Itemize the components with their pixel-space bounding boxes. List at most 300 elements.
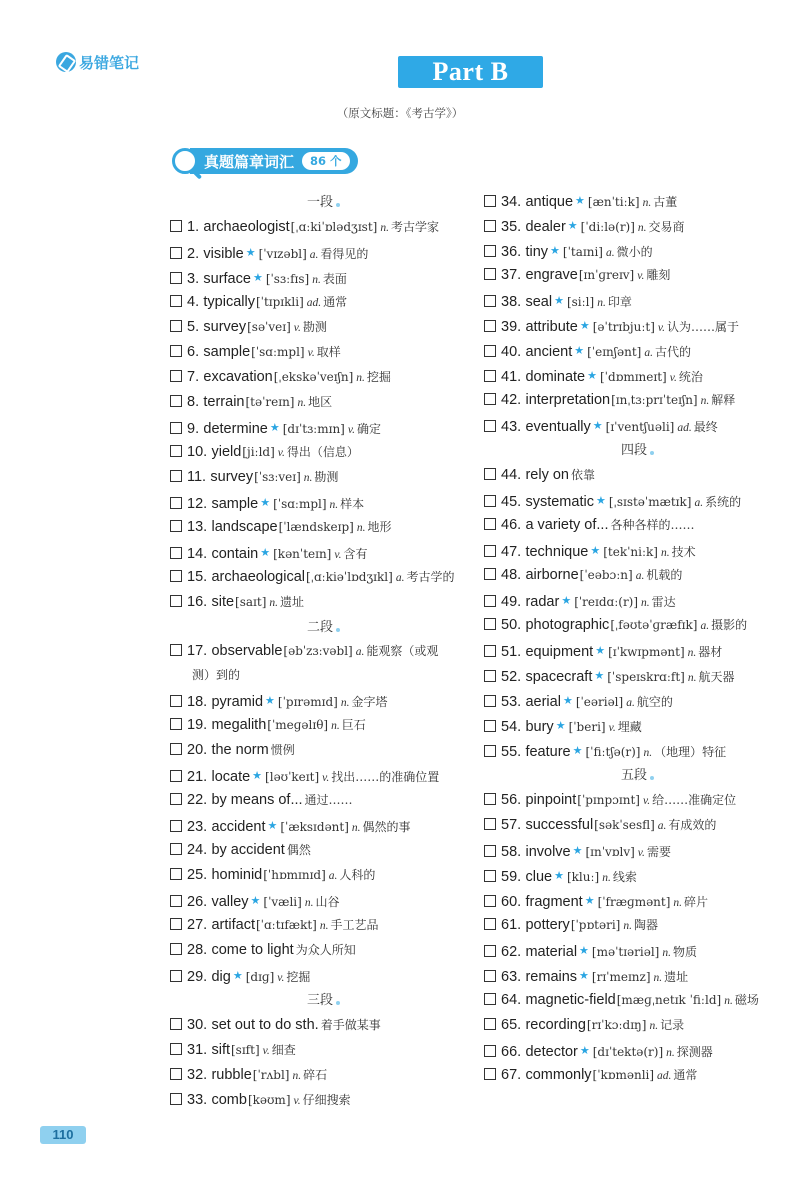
checkbox[interactable] (170, 497, 182, 509)
checkbox[interactable] (484, 320, 496, 332)
item-meaning: 古董 (653, 195, 678, 209)
checkbox[interactable] (170, 247, 182, 259)
item-phonetic: [ˌsɪstəˈmætɪk] (608, 495, 692, 509)
item-phonetic: [ˈlændskeɪp] (278, 520, 354, 534)
checkbox[interactable] (484, 670, 496, 682)
item-number: 36. (501, 244, 522, 260)
checkbox[interactable] (170, 370, 182, 382)
item-meaning: 物质 (672, 945, 697, 959)
item-word: technique (525, 544, 589, 560)
checkbox[interactable] (484, 745, 496, 757)
checkbox[interactable] (484, 870, 496, 882)
checkbox[interactable] (484, 545, 496, 557)
item-number: 3. (187, 271, 200, 287)
item-meaning: 微小的 (616, 245, 653, 259)
item-number: 22. (187, 792, 208, 808)
star-icon: ★ (592, 419, 603, 432)
item-word: surface (203, 271, 251, 287)
item-number: 35. (501, 219, 522, 235)
checkbox[interactable] (170, 644, 182, 656)
vocab-item (170, 1013, 470, 1038)
item-word: accident (211, 819, 266, 835)
item-number: 47. (501, 544, 522, 560)
item-meaning: 需要 (646, 845, 671, 859)
source-note: （原文标题：《考古学》） (336, 106, 464, 120)
checkbox[interactable] (484, 945, 496, 957)
item-meaning: 航空的 (636, 695, 673, 709)
item-number: 26. (187, 894, 208, 910)
checkbox[interactable] (170, 395, 182, 407)
item-word: archaeologist (203, 219, 290, 235)
checkbox[interactable] (484, 518, 496, 530)
checkbox[interactable] (484, 468, 496, 480)
checkbox[interactable] (484, 420, 496, 432)
part-title: Part B (432, 57, 509, 86)
item-phonetic: [ˈsɜːveɪ] (254, 470, 301, 484)
vocab-item (484, 813, 784, 838)
checkbox[interactable] (484, 1068, 496, 1080)
item-pos: a. (657, 820, 667, 832)
item-pos: v. (657, 322, 666, 334)
vocab-item (484, 338, 784, 363)
item-number: 39. (501, 319, 522, 335)
item-pos: n. (602, 872, 611, 884)
checkbox[interactable] (484, 370, 496, 382)
item-word: artifact (211, 917, 255, 933)
checkbox[interactable] (170, 743, 182, 755)
item-word: contain (211, 546, 259, 562)
item-meaning: 通常 (323, 295, 348, 309)
item-word: set out to do sth. (211, 1017, 319, 1033)
item-phonetic: [ˈsɑːmpl] (273, 497, 327, 511)
item-number: 54. (501, 719, 522, 735)
item-phonetic: [jiːld] (242, 445, 275, 459)
item-word: comb (211, 1092, 247, 1108)
item-phonetic: [ɪnˈvɒlv] (585, 845, 635, 859)
checkbox[interactable] (170, 570, 182, 582)
checkbox[interactable] (484, 845, 496, 857)
item-pos: n. (329, 499, 339, 511)
checkbox[interactable] (484, 993, 496, 1005)
item-pos: a. (328, 870, 338, 882)
item-number: 66. (501, 1044, 522, 1060)
vocab-item (484, 188, 784, 213)
item-word: landscape (211, 519, 278, 535)
item-pos: v. (277, 447, 285, 459)
vocab-item (170, 215, 470, 240)
item-pos: v. (307, 347, 315, 359)
vocab-item (170, 565, 470, 590)
section-heading (170, 615, 470, 640)
checkbox[interactable] (170, 422, 182, 434)
vocab-item (484, 613, 784, 638)
item-number: 17. (187, 643, 208, 659)
vocab-item (170, 540, 470, 565)
item-meaning: 线索 (612, 870, 637, 884)
section-label: 四段 (620, 443, 647, 458)
item-word: eventually (525, 419, 591, 435)
checkbox[interactable] (170, 843, 182, 855)
item-number: 30. (187, 1017, 208, 1033)
item-number: 55. (501, 744, 522, 760)
item-meaning: 认为……属于 (667, 320, 740, 334)
star-icon: ★ (555, 719, 566, 732)
item-number: 65. (501, 1017, 522, 1033)
item-word: detector (525, 1044, 578, 1060)
item-word: feature (525, 744, 571, 760)
vocab-item (484, 313, 784, 338)
star-icon: ★ (594, 669, 605, 682)
item-meaning: 找出……的准确位置 (331, 770, 440, 784)
item-word: valley (211, 894, 249, 910)
checkbox[interactable] (170, 793, 182, 805)
item-pos: n. (724, 995, 733, 1007)
vocab-item (170, 963, 470, 988)
vocab-item (484, 213, 784, 238)
item-number: 29. (187, 969, 208, 985)
vocab-item (484, 463, 784, 488)
item-pos: n. (340, 697, 350, 709)
item-word: come to light (211, 942, 294, 958)
checkbox[interactable] (170, 220, 182, 232)
item-word: sample (211, 496, 259, 512)
item-phonetic: [ɪˈventʃuəli] (605, 420, 675, 434)
item-pos: n. (637, 222, 647, 234)
item-meaning: 取样 (316, 345, 341, 359)
item-number: 28. (187, 942, 208, 958)
item-phonetic: [mæɡˌnetɪk ˈfiːld] (616, 993, 722, 1007)
star-icon: ★ (232, 969, 243, 982)
vocab-item (170, 290, 470, 315)
item-number: 8. (187, 394, 200, 410)
vocab-item (484, 838, 784, 863)
checkbox[interactable] (484, 918, 496, 930)
item-meaning: 航天器 (698, 670, 735, 684)
item-phonetic: [ˈsɑːmpl] (251, 345, 305, 359)
checkbox[interactable] (484, 195, 496, 207)
vocab-item (170, 465, 470, 490)
item-phonetic: [ˌekskəˈveɪʃn] (273, 370, 354, 384)
item-phonetic: [ˈtaɪni] (562, 245, 603, 259)
checkbox[interactable] (170, 320, 182, 332)
item-meaning: 系统的 (705, 495, 742, 509)
item-number: 42. (501, 392, 522, 408)
vocab-item (484, 388, 784, 413)
star-icon: ★ (252, 271, 263, 284)
item-number: 64. (501, 992, 522, 1008)
item-pos: n. (380, 222, 389, 234)
star-icon: ★ (572, 844, 583, 857)
checkbox[interactable] (170, 770, 182, 782)
item-phonetic: [ˈreɪdɑː(r)] (574, 595, 639, 609)
checkbox[interactable] (170, 445, 182, 457)
item-meaning: 器材 (698, 645, 723, 659)
vocab-item (170, 1038, 470, 1063)
item-number: 41. (501, 369, 522, 385)
item-number: 21. (187, 769, 208, 785)
checkbox[interactable] (484, 220, 496, 232)
checkbox[interactable] (484, 393, 496, 405)
checkbox[interactable] (484, 568, 496, 580)
vocab-item (170, 390, 470, 415)
star-icon: ★ (250, 894, 261, 907)
item-pos: n. (642, 197, 652, 209)
checkbox[interactable] (170, 1068, 182, 1080)
vocab-item (170, 938, 470, 963)
item-meaning: 统治 (678, 370, 703, 384)
vocab-item (170, 440, 470, 465)
item-number: 13. (187, 519, 208, 535)
item-word: bury (525, 719, 554, 735)
item-word: systematic (525, 494, 594, 510)
item-number: 10. (187, 444, 208, 460)
vocab-item (170, 240, 470, 265)
checkbox[interactable] (170, 1018, 182, 1030)
item-phonetic: [ˈvɪzəbl] (258, 247, 307, 261)
item-number: 58. (501, 844, 522, 860)
pencil-icon (56, 52, 76, 72)
item-word: terrain (203, 394, 245, 410)
vocab-item (484, 1013, 784, 1038)
checkbox[interactable] (484, 1045, 496, 1057)
item-phonetic: [ænˈtiːk] (587, 195, 640, 209)
checkbox[interactable] (170, 295, 182, 307)
item-pos: n. (641, 597, 650, 609)
checkbox[interactable] (170, 520, 182, 532)
item-number: 40. (501, 344, 522, 360)
item-number: 32. (187, 1067, 208, 1083)
item-phonetic: [dɪˈtektə(r)] (592, 1045, 664, 1059)
item-word: typically (203, 294, 255, 310)
item-pos: a. (395, 572, 405, 584)
vocab-item (484, 963, 784, 988)
item-meaning: 看得见的 (320, 247, 369, 261)
item-meaning: 勘测 (314, 470, 339, 484)
item-word: site (211, 594, 235, 610)
item-word: fragment (525, 894, 583, 910)
item-phonetic: [ˈdiːlə(r)] (580, 220, 635, 234)
item-meaning: 探测器 (676, 1045, 713, 1059)
item-number: 15. (187, 569, 208, 585)
item-phonetic: [ˈsɜːfɪs] (265, 272, 310, 286)
item-pos: n. (643, 747, 653, 759)
item-phonetic: [ˌfəʊtəˈɡræfɪk] (610, 618, 698, 632)
vocab-item (484, 638, 784, 663)
vocab-item (484, 888, 784, 913)
checkbox[interactable] (484, 720, 496, 732)
item-phonetic: [ˈpɪrəmɪd] (277, 695, 338, 709)
vocab-header-bar (190, 148, 358, 174)
item-meaning: 山谷 (315, 895, 340, 909)
item-phonetic: [ˈspeɪskrɑːft] (607, 670, 685, 684)
checkbox[interactable] (170, 868, 182, 880)
checkbox[interactable] (170, 943, 182, 955)
star-icon: ★ (572, 744, 583, 757)
item-meaning: 样本 (340, 497, 365, 511)
section-label: 二段 (306, 620, 333, 635)
item-pos: v. (322, 772, 330, 784)
item-word: seal (525, 294, 553, 310)
item-number: 7. (187, 369, 200, 385)
star-icon: ★ (265, 694, 275, 707)
item-meaning: 记录 (660, 1018, 685, 1032)
vocab-count-badge: 86 个 (302, 152, 350, 170)
vocab-item (170, 863, 470, 888)
item-meaning: 技术 (671, 545, 696, 559)
checkbox[interactable] (170, 895, 182, 907)
checkbox[interactable] (484, 970, 496, 982)
item-meaning: 有成效的 (668, 818, 717, 832)
star-icon: ★ (579, 1044, 590, 1057)
checkbox[interactable] (484, 295, 496, 307)
vocab-item (170, 1063, 470, 1088)
star-icon: ★ (252, 769, 263, 782)
vocab-item (484, 863, 784, 888)
vocab-item (170, 1088, 470, 1113)
checkbox[interactable] (170, 695, 182, 707)
item-word: successful (525, 817, 594, 833)
item-meaning: 能观察（或观 (366, 644, 439, 658)
item-meaning: 碎片 (684, 895, 709, 909)
star-icon: ★ (579, 944, 589, 957)
item-word: spacecraft (525, 669, 593, 685)
item-pos: n. (673, 897, 683, 909)
checkbox[interactable] (170, 1093, 182, 1105)
item-meaning: 巨石 (341, 718, 366, 732)
item-number: 11. (187, 469, 207, 485)
item-word: determine (203, 421, 268, 437)
item-number: 6. (187, 344, 200, 360)
item-pos: n. (700, 395, 710, 407)
item-pos: n. (351, 822, 361, 834)
item-pos: n. (666, 1047, 675, 1059)
item-word: sample (203, 344, 251, 360)
item-pos: ad. (677, 422, 692, 434)
item-phonetic: [tekˈniːk] (603, 545, 658, 559)
item-meaning: 偶然的事 (362, 820, 411, 834)
section-label: 五段 (620, 768, 647, 783)
checkbox[interactable] (170, 918, 182, 930)
star-icon: ★ (260, 496, 271, 509)
item-number: 59. (501, 869, 522, 885)
star-icon: ★ (562, 694, 573, 707)
item-phonetic: [ˈeɪnʃənt] (587, 345, 642, 359)
item-meaning: （地理）特征 (654, 745, 727, 759)
vocab-item (170, 688, 470, 713)
item-pos: v. (642, 795, 651, 807)
checkbox[interactable] (484, 595, 496, 607)
item-number: 49. (501, 594, 522, 610)
item-pos: v. (277, 972, 285, 984)
item-number: 4. (187, 294, 200, 310)
item-meaning: 地区 (308, 395, 333, 409)
item-phonetic: [səˈveɪ] (247, 320, 291, 334)
section-heading (170, 190, 470, 215)
checkbox[interactable] (170, 718, 182, 730)
star-icon: ★ (575, 194, 585, 207)
item-number: 34. (501, 194, 522, 210)
checkbox[interactable] (484, 345, 496, 357)
checkbox[interactable] (484, 895, 496, 907)
item-pos: n. (331, 720, 340, 732)
item-pos: a. (644, 347, 653, 359)
item-meaning-cont: 测）到的 (192, 668, 241, 682)
checkbox[interactable] (170, 1043, 182, 1055)
item-pos: n. (356, 522, 366, 534)
star-icon: ★ (590, 544, 601, 557)
item-meaning: 着手做某事 (320, 1018, 381, 1032)
item-word: observable (211, 643, 283, 659)
checkbox[interactable] (484, 818, 496, 830)
item-phonetic: [ˌɑːkiˈɒlədʒɪst] (290, 220, 378, 234)
checkbox[interactable] (170, 820, 182, 832)
item-meaning: 表面 (322, 272, 347, 286)
item-number: 60. (501, 894, 522, 910)
item-phonetic: [saɪt] (235, 595, 267, 609)
item-meaning: 金字塔 (351, 695, 388, 709)
item-pos: v. (608, 722, 616, 734)
item-word: engrave (525, 267, 578, 283)
checkbox[interactable] (484, 245, 496, 257)
checkbox[interactable] (170, 970, 182, 982)
checkbox[interactable] (170, 595, 182, 607)
item-phonetic: [ɪnˈɡreɪv] (578, 268, 635, 282)
item-word: attribute (525, 319, 578, 335)
checkbox[interactable] (484, 268, 496, 280)
item-meaning: 各种各样的…… (610, 518, 695, 532)
item-pos: n. (653, 972, 663, 984)
checkbox[interactable] (484, 1018, 496, 1030)
item-meaning: 偶然 (286, 843, 311, 857)
vocab-item (484, 288, 784, 313)
item-meaning: 给……准确定位 (652, 793, 737, 807)
checkbox[interactable] (484, 645, 496, 657)
checkbox[interactable] (170, 470, 182, 482)
checkbox[interactable] (484, 695, 496, 707)
item-meaning: 通常 (673, 1068, 698, 1082)
star-icon: ★ (260, 546, 271, 559)
star-icon: ★ (554, 294, 564, 307)
item-meaning: 遗址 (280, 595, 305, 609)
vocab-header-title: 真题篇章词汇 (204, 152, 295, 171)
vocab-item (170, 888, 470, 913)
checkbox[interactable] (484, 495, 496, 507)
checkbox[interactable] (170, 272, 182, 284)
item-word: rubble (211, 1067, 252, 1083)
checkbox[interactable] (170, 345, 182, 357)
vocab-item (170, 590, 470, 615)
item-meaning: 雕刻 (646, 268, 671, 282)
checkbox[interactable] (484, 793, 496, 805)
vocab-item (170, 838, 470, 863)
checkbox[interactable] (484, 618, 496, 630)
item-meaning: 手工艺品 (330, 918, 379, 932)
star-icon: ★ (554, 869, 564, 882)
item-number: 45. (501, 494, 522, 510)
item-pos: n. (687, 647, 697, 659)
item-phonetic: [ləʊˈkeɪt] (265, 770, 320, 784)
vocab-item (170, 265, 470, 290)
star-icon: ★ (267, 819, 278, 832)
item-phonetic: [ˈeəbɔːn] (579, 568, 633, 582)
vocab-item (170, 490, 470, 515)
item-meaning: 挖掘 (286, 970, 311, 984)
item-phonetic: [dɪˈtɜːmɪn] (282, 422, 345, 436)
item-number: 14. (187, 546, 208, 562)
item-pos: n. (319, 920, 329, 932)
checkbox[interactable] (170, 547, 182, 559)
item-meaning: 细查 (271, 1043, 296, 1057)
